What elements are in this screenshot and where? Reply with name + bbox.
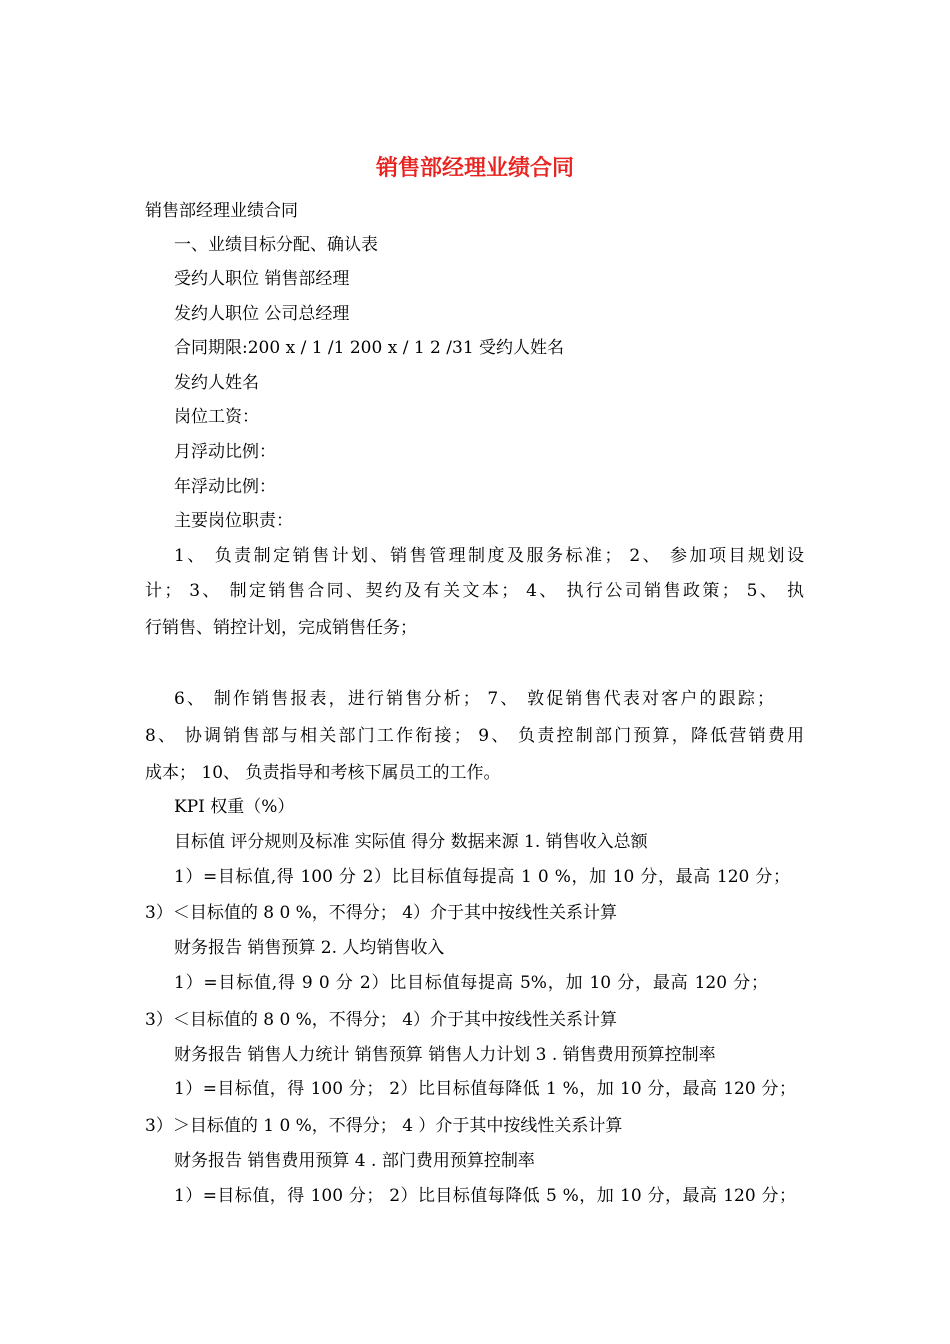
body-line: 1）=目标值,得 100 分 2）比目标值每提高 1 0 %，加 10 分，最高 120 分； <box>174 867 790 887</box>
body-line: 成本； 10、 负责指导和考核下属员工的工作。 <box>145 763 501 783</box>
body-line: 1、 负责制定销售计划、销售管理制度及服务标准； 2、 参加项目规划设 <box>174 546 804 566</box>
body-line: 财务报告 销售费用预算 4 . 部门费用预算控制率 <box>174 1151 535 1171</box>
body-line: 发约人姓名 <box>174 373 259 393</box>
body-line: 1）=目标值，得 100 分； 2）比目标值每降低 1 %，加 10 分，最高 120 分； <box>174 1079 796 1099</box>
body-line: 3）＜目标值的 8 0 %，不得分； 4）介于其中按线性关系计算 <box>145 903 618 923</box>
body-line: 一、业绩目标分配、确认表 <box>174 235 378 255</box>
body-line: 6、 制作销售报表，进行销售分析； 7、 敦促销售代表对客户的跟踪； <box>174 689 774 709</box>
body-line: 1）=目标值，得 100 分； 2）比目标值每降低 5 %，加 10 分，最高 120 分； <box>174 1186 796 1206</box>
body-line: 财务报告 销售预算 2. 人均销售收入 <box>174 938 445 958</box>
body-line: 1）=目标值,得 9 0 分 2）比目标值每提高 5%，加 10 分，最高 120 分； <box>174 973 768 993</box>
body-line: 岗位工资： <box>174 407 259 427</box>
body-line: KPI 权重（%） <box>174 797 295 817</box>
body-line: 发约人职位 公司总经理 <box>174 304 350 324</box>
body-line: 8、 协调销售部与相关部门工作衔接； 9、 负责控制部门预算，降低营销费用 <box>145 726 804 746</box>
body-line: 主要岗位职责： <box>174 511 293 531</box>
document-title: 销售部经理业绩合同 <box>375 156 574 181</box>
body-line: 3）＜目标值的 8 0 %，不得分； 4）介于其中按线性关系计算 <box>145 1010 618 1030</box>
body-line: 年浮动比例： <box>174 477 276 497</box>
body-line: 受约人职位 销售部经理 <box>174 269 350 289</box>
body-line: 销售部经理业绩合同 <box>145 201 298 221</box>
body-line: 财务报告 销售人力统计 销售预算 销售人力计划 3 . 销售费用预算控制率 <box>174 1045 716 1065</box>
body-line: 3）＞目标值的 1 0 %，不得分； 4 ）介于其中按线性关系计算 <box>145 1116 623 1136</box>
body-line: 计； 3、 制定销售合同、契约及有关文本； 4、 执行公司销售政策； 5、 执 <box>145 581 804 601</box>
body-line: 合同期限:200 x / 1 /1 200 x / 1 2 /31 受约人姓名 <box>174 338 565 358</box>
body-line: 月浮动比例： <box>174 442 276 462</box>
body-line: 行销售、销控计划，完成销售任务； <box>145 618 417 638</box>
body-line: 目标值 评分规则及标准 实际值 得分 数据来源 1. 销售收入总额 <box>174 832 648 852</box>
